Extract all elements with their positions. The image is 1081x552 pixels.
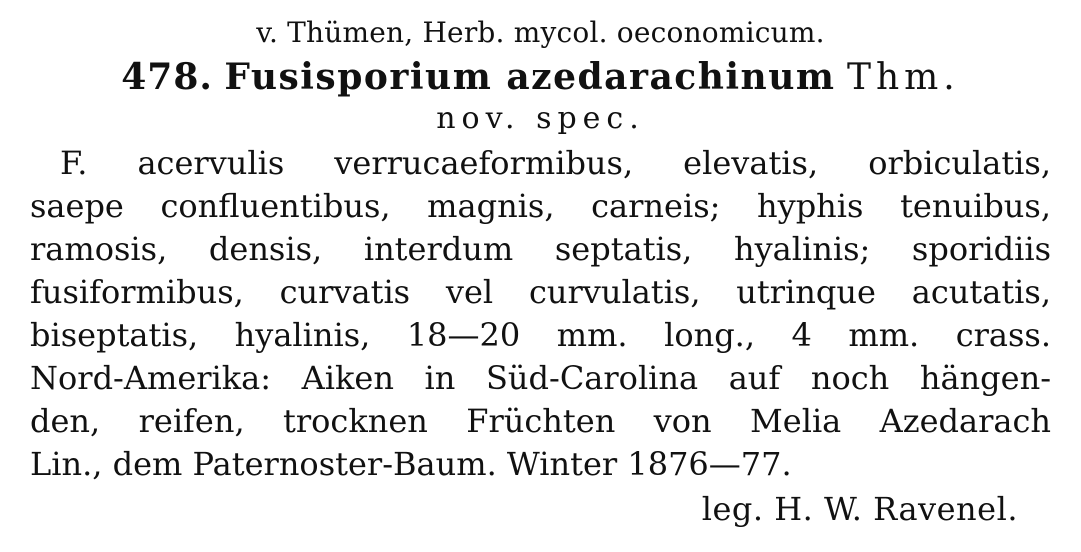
species-title: [0, 55, 1081, 100]
collection-header: v. Thümen, Herb. mycol. oeconomicum.: [256, 16, 825, 49]
description-line: biseptatis, hyalinis, 18—20 mm. long., 4 mm. crass.: [30, 316, 1051, 354]
description-line: saepe confluentibus, magnis, carneis; hyphis tenuibus,: [30, 187, 1051, 225]
locality-line: Nord-Amerika: Aiken in Süd-Carolina auf noch hängen-: [30, 359, 1051, 397]
description-line: F. acervulis verrucaeformibus, elevatis, orbiculatis,: [60, 144, 1051, 182]
description-line: fusiformibus, curvatis vel curvulatis, utrinque acutatis,: [30, 273, 1051, 311]
description-line: ramosis, densis, interdum septatis, hyalinis; sporidiis: [30, 230, 1051, 268]
locality-line: den, reifen, trocknen Früchten von Melia Azedarach: [30, 402, 1051, 440]
locality-line: Lin., dem Paternoster-Baum. Winter 1876—77.: [30, 445, 792, 483]
species-status: nov. spec.: [436, 101, 645, 136]
entry-number: 478.: [121, 56, 213, 98]
author-abbreviation: Thm.: [846, 57, 960, 98]
collector-signature: leg. H. W. Ravenel.: [701, 490, 1018, 528]
species-name: Fusisporium azedarachinum: [224, 56, 836, 98]
